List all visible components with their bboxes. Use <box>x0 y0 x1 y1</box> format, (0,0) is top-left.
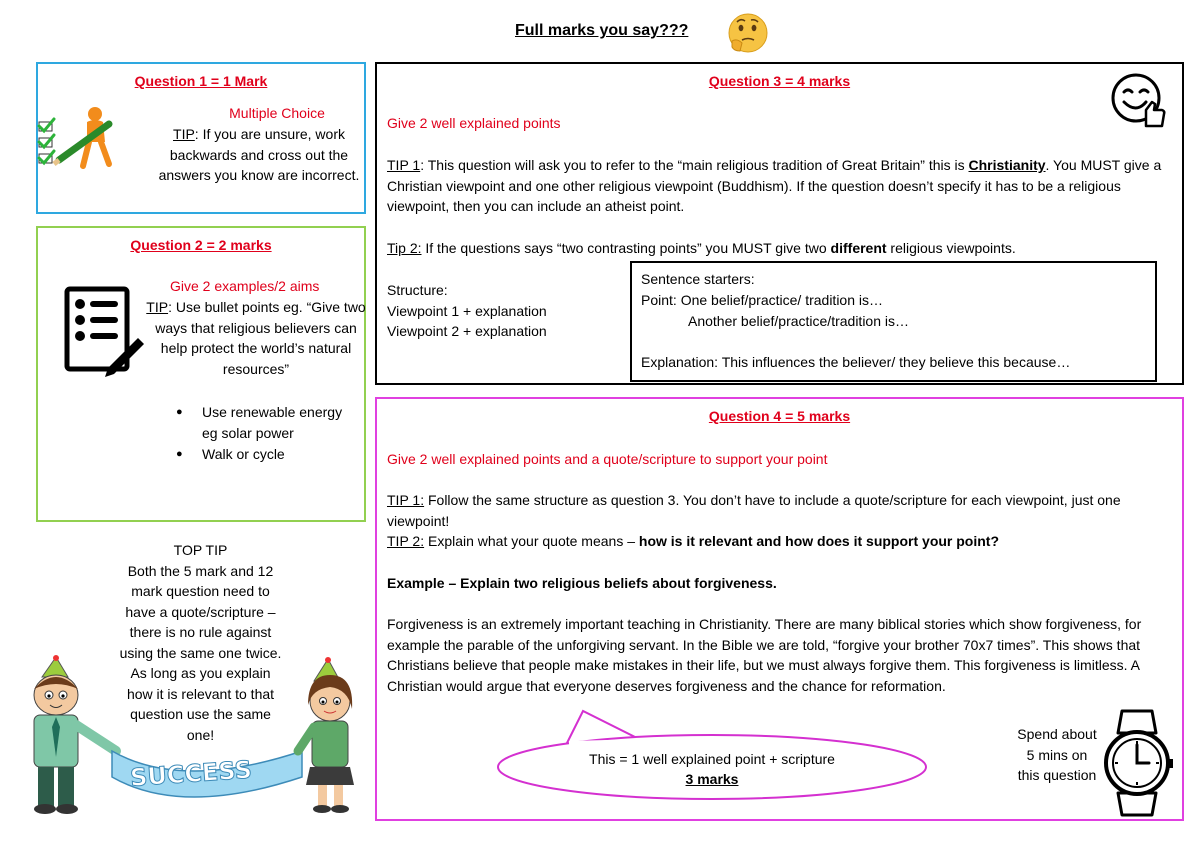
question-2-heading: Question 2 = 2 marks <box>130 237 272 253</box>
question-3-tip-1-emphasis: Christianity <box>968 157 1046 173</box>
question-4-tip-1-text: Follow the same structure as question 3. You don’t have to include a quote/scripture for each viewpoint, just one viewpoint! <box>387 492 1121 529</box>
question-3-tip-2-text: If the questions says “two contrasting points” you MUST give two <box>421 240 831 256</box>
question-3-tip-2-emphasis: different <box>830 240 887 256</box>
top-tip-line: Both the 5 mark and 12 <box>127 562 274 579</box>
question-3-tip-1-text-end: . You MUST give a Christian viewpoint and one other religious viewpoint (Buddhism). If the question doesn’t specify it has to be a religious viewpoint, then you can include an atheist point. <box>387 157 1162 214</box>
question-4-tip-1-label: TIP 1: <box>387 492 425 508</box>
question-3-tip-1-label: TIP 1 <box>387 157 421 173</box>
question-3-tip-2-label: Tip 2: <box>387 240 422 256</box>
thinking-face-icon <box>726 11 770 55</box>
question-3-tip-2 <box>387 238 1177 259</box>
sentence-starters-heading: Sentence starters: <box>641 271 755 287</box>
watch-icon <box>1102 709 1174 817</box>
speech-bubble-text: This = 1 well explained point + scripture <box>589 751 835 767</box>
example-answer: Forgiveness is an extremely important teaching in Christianity. There are many biblical stories which show forgiveness, for example the parable of the unforgiving servant. In the Bible we are told, “forgive your brother 70x7 times”. This shows that Christians believe that people make mistakes in their life, but we must always forgive them. This forgiveness is limitless. A Christian would argue that everyone deserves forgiveness and the chance for reformation. <box>387 616 1142 694</box>
question-2-type: Give 2 examples/2 aims <box>170 278 320 294</box>
checklist-icon <box>35 100 125 170</box>
example-heading: Example – Explain two religious beliefs about forgiveness. <box>387 575 777 591</box>
question-1-tip-label: TIP <box>173 126 195 142</box>
banner-text: SUCCESS <box>129 755 253 792</box>
question-4-tip-2-emphasis: how is it relevant and how does it support your point? <box>638 533 1000 549</box>
question-1-panel <box>36 62 366 214</box>
top-tip-line: mark question need to <box>131 583 270 599</box>
top-tip-line: there is no rule against <box>129 624 272 640</box>
sentence-starter-point: Point: One belief/practice/ tradition is… <box>641 292 884 308</box>
question-4-tip-1 <box>387 490 1177 531</box>
time-advice-line: Spend about <box>1017 726 1097 742</box>
top-tip-line: one! <box>186 726 215 743</box>
question-3-tip-2-text-end: religious viewpoints. <box>886 240 1016 256</box>
page-title: Full marks you say??? <box>515 22 689 39</box>
structure-line: Viewpoint 1 + explanation <box>387 302 547 319</box>
question-2-tip-label: TIP <box>146 299 169 315</box>
top-tip-line: using the same one twice. <box>119 644 282 661</box>
question-1-tip <box>150 124 368 186</box>
list-document-icon <box>64 286 144 378</box>
question-1-type: Multiple Choice <box>229 105 325 121</box>
structure-line: Viewpoint 2 + explanation <box>387 323 547 339</box>
question-2-tip-text: : Use bullet points eg. “Give two ways that religious believers can help protect the world’s natural resources” <box>155 299 366 377</box>
top-tip-line: question use the same <box>130 706 271 722</box>
question-3-tip-1 <box>387 155 1177 217</box>
success-banner-illustration <box>12 655 367 820</box>
question-3-heading: Question 3 = 4 marks <box>708 73 851 89</box>
time-advice <box>1002 724 1112 786</box>
sentence-starters-box <box>630 261 1157 382</box>
question-1-tip-text: : If you are unsure, work backwards and cross out the answers you know are incorrect. <box>158 126 360 183</box>
question-4-heading: Question 4 = 5 marks <box>708 408 851 424</box>
question-4-tips <box>387 490 1177 552</box>
question-4-tip-2-label: TIP 2: <box>387 533 425 549</box>
top-tip-heading: TOP TIP <box>173 542 228 558</box>
time-advice-line: 5 mins on <box>1026 746 1088 763</box>
question-3-panel <box>375 62 1184 385</box>
question-2-bullet-list <box>170 402 352 465</box>
sentence-starter-another: Another belief/practice/tradition is… <box>688 313 909 329</box>
top-tip-line: As long as you explain <box>130 665 271 681</box>
sentence-starter-explanation: Explanation: This influences the believer/ they believe this because… <box>641 354 1071 370</box>
list-item: ● Use renewable energy eg solar power <box>202 402 352 443</box>
question-4-subtitle: Give 2 well explained points and a quote/scripture to support your point <box>387 451 828 467</box>
question-4-tip-2 <box>387 531 1177 552</box>
top-tip-line: how it is relevant to that <box>126 685 275 702</box>
question-2-tip <box>146 297 366 379</box>
structure-heading: Structure: <box>387 282 448 298</box>
top-tip-line: have a quote/scripture – <box>125 603 276 620</box>
speech-bubble-marks <box>493 769 931 790</box>
time-advice-line: this question <box>1017 767 1097 783</box>
question-2-panel <box>36 226 366 522</box>
speech-bubble-marks-text: 3 marks <box>685 771 739 787</box>
question-4-tip-2-text: Explain what your quote means – <box>424 533 639 549</box>
list-item: ● Walk or cycle <box>202 444 352 465</box>
thumbs-up-smiley-icon <box>1110 72 1166 128</box>
question-3-structure <box>387 280 627 342</box>
question-1-heading: Question 1 = 1 Mark <box>134 73 268 89</box>
question-3-subtitle: Give 2 well explained points <box>387 115 561 131</box>
question-3-tip-1-text: : This question will ask you to refer to the “main religious tradition of Great Britain” this is <box>420 157 969 173</box>
question-4-panel <box>375 397 1184 821</box>
